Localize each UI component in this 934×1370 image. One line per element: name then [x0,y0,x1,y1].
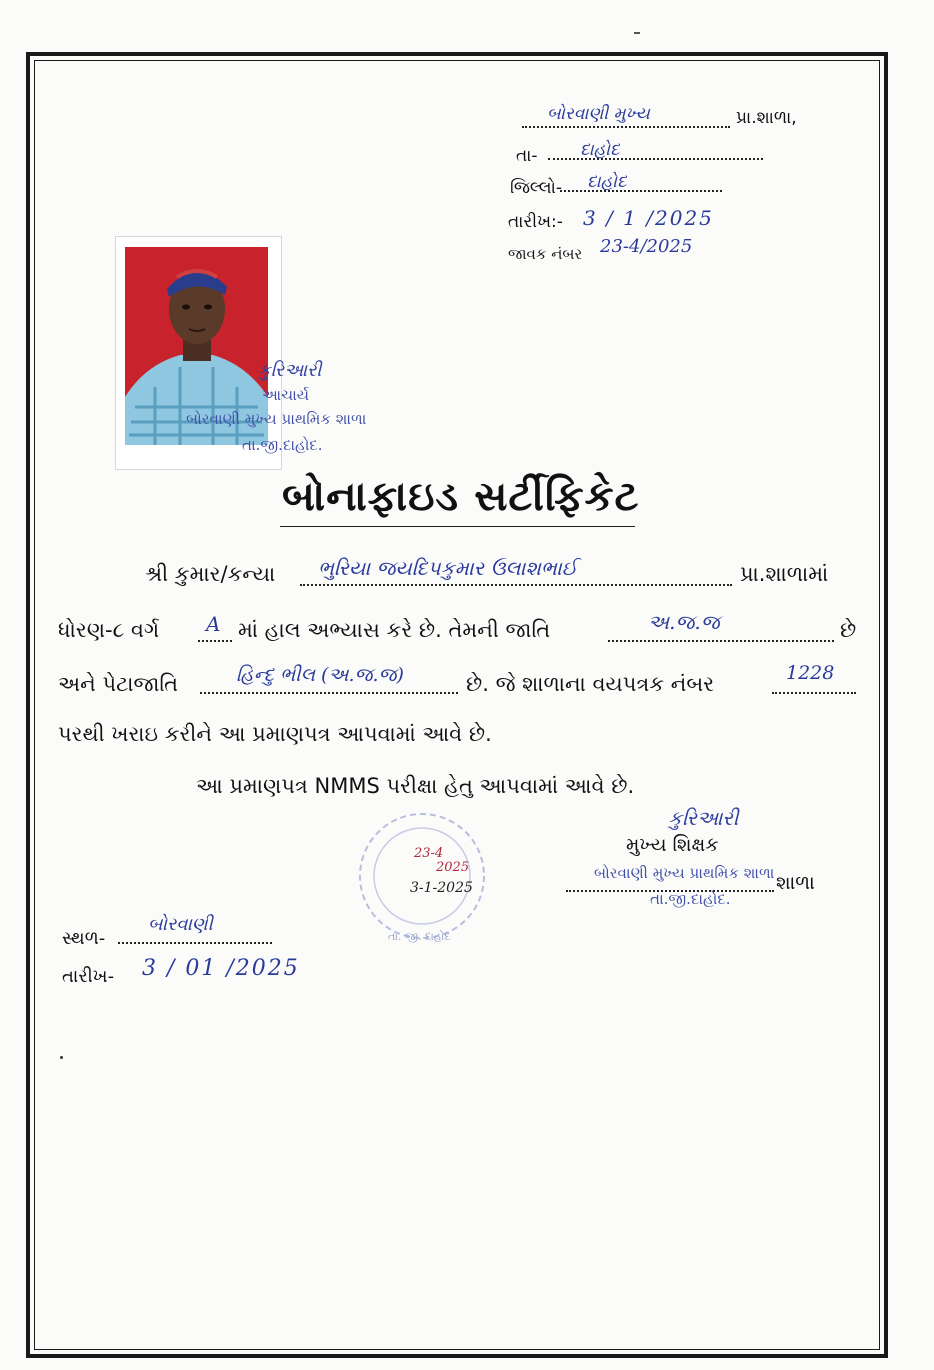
body-line3-mid: છે. જે શાળાના વયપત્રક નંબર [466,672,715,696]
body-line2-mid: માં હાલ અભ્યાસ કરે છે. તેમની જાતિ [238,618,551,642]
round-stamp-year: 2025 [436,860,470,875]
header-date-value: 3 / 1 /2025 [583,206,714,230]
round-stamp-location: તા. જી. દાહોદ [388,930,451,943]
round-stamp [352,806,492,946]
header-taluka-dots [548,158,763,160]
header-outward-label: જાવક નંબર [508,245,583,263]
header-taluka-label: તા- [516,146,538,166]
headteacher-school-suffix: શાળા [776,872,815,894]
title-underline [280,526,635,527]
body-line2-suffix: છે [840,618,857,642]
header-school-name: બોરવાણી મુખ્ય [547,104,650,124]
headteacher-school-stamp: બોરવાણી મુખ્ય પ્રાથમિક શાળા [594,864,775,882]
body-line1-prefix: શ્રી કુમાર/કન્યા [145,562,276,586]
principal-location: તા.જી.દાહોદ. [242,436,323,454]
body-register-dots [772,692,856,694]
headteacher-signature: કુરિઆરી [668,806,739,830]
certificate-title: બોનાફાઇડ સર્ટીફિકેટ [282,472,640,520]
header-district-value: દાહોદ [587,172,627,192]
body-name-dots [300,584,732,586]
footer-place-dots [118,942,272,944]
principal-school: બોરવાણી મુખ્ય પ્રાથમિક શાળા [186,410,367,428]
header-district-label: જિલ્લો- [510,178,563,198]
header-outward-value: 23-4/2025 [600,236,693,257]
footer-date-value: 3 / 01 /2025 [142,956,300,981]
body-caste-dots [608,640,834,642]
round-stamp-date: 3-1-2025 [410,880,473,896]
header-school-dots [522,126,730,128]
body-division: A [206,612,221,636]
footer-date-label: તારીખ- [62,966,115,987]
header-date-label: તારીખ:- [508,212,563,232]
round-stamp-circle [352,806,492,946]
body-line5: આ પ્રમાણપત્ર NMMS પરીક્ષા હેતુ આપવામાં આવે છે. [196,774,635,798]
body-line1-suffix: પ્રા.શાળામાં [740,562,829,586]
speck-dot [60,1056,63,1059]
round-stamp-outward: 23-4 [414,846,444,861]
header-school-suffix: પ્રા.શાળા, [736,108,797,128]
body-register-no: 1228 [786,662,835,684]
speck-dash [634,32,640,34]
principal-title: આચાર્ય [262,386,310,404]
headteacher-stamp-location: તા.જી.દાહોદ. [650,890,731,908]
principal-signature: કુરિઆરી [258,360,322,381]
headteacher-title: મુખ્ય શિક્ષક [626,834,719,856]
body-caste: અ.જ.જ [648,610,720,634]
footer-place-value: બોરવાણી [148,914,213,935]
body-subcaste-dots [200,692,458,694]
body-student-name: ભુરિયા જયદિપકુમાર ઉલાશભાઈ [318,556,578,580]
footer-place-label: સ્થળ- [62,928,106,949]
body-line2-prefix: ધોરણ-૮ વર્ગ [58,618,160,642]
header-district-dots [560,190,722,192]
header-taluka-value: દાહોદ [580,140,620,160]
body-subcaste: હિન્દુ ભીલ (અ.જ.જ) [236,664,404,686]
body-line3-prefix: અને પેટાજાતિ [58,672,179,696]
body-division-dots [198,640,232,642]
body-line4: પરથી ખરાઇ કરીને આ પ્રમાણપત્ર આપવામાં આવે છે. [58,722,492,746]
